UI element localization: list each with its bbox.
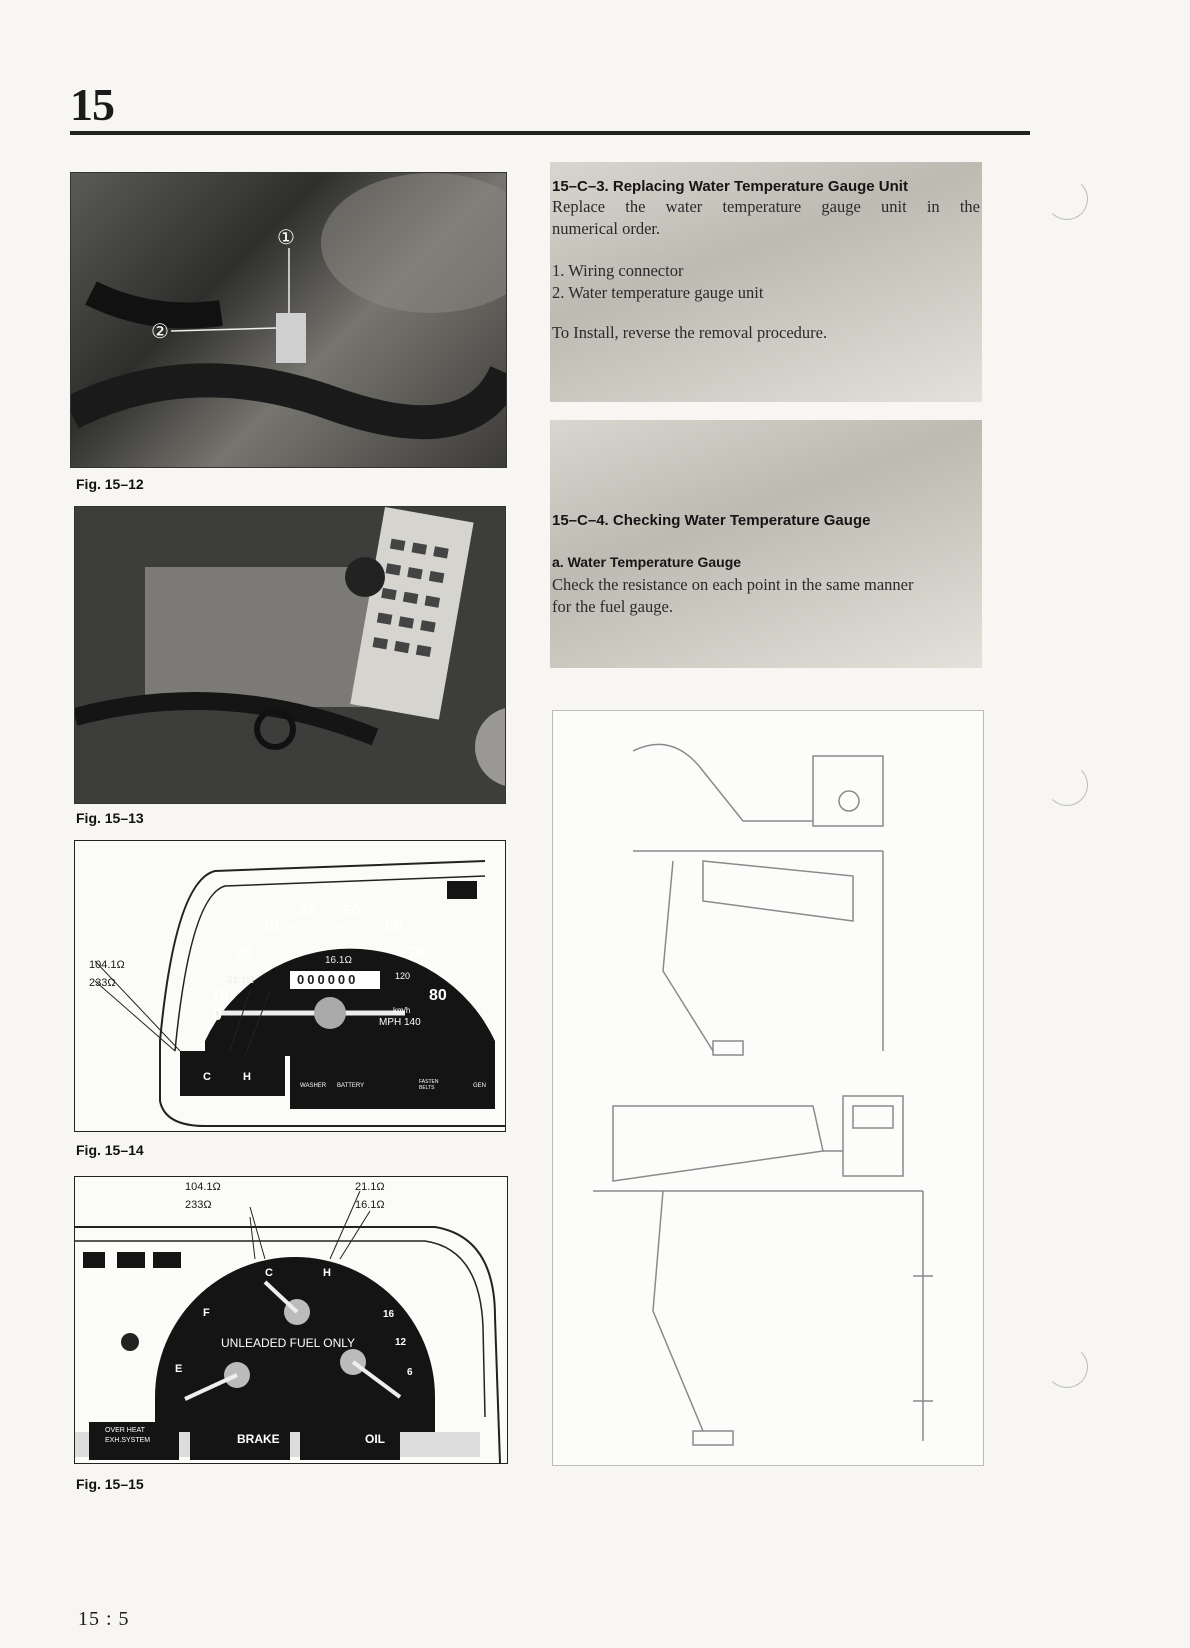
resistance-104-label: 104.1Ω [89,959,125,971]
fig-15-14-instrument [74,840,506,1132]
unit-kmh: km/h [393,1006,411,1015]
section-c4-background [550,420,982,668]
section-c4-heading: 15–C–4. Checking Water Temperature Gauge [552,512,871,529]
kmh-80: 80 [337,923,348,933]
warn-battery: BATTERY [337,1083,365,1089]
odometer: 000000 [297,972,359,987]
resistance-21-label: 21.1Ω [227,975,254,986]
section-c4-subheading: a. Water Temperature Gauge [552,554,742,570]
temp-hot-label: H [323,1267,331,1279]
section-c3-step-1: 1. Wiring connector [552,261,684,280]
tach-6: 6 [407,1367,413,1378]
tach-12: 12 [395,1337,407,1348]
fig-15-14-caption: Fig. 15–14 [76,1142,144,1158]
warn-washer: WASHER [300,1083,327,1089]
fig-15-13-caption: Fig. 15–13 [76,810,144,826]
speed-40: 40 [299,903,317,920]
section-c3-intro-line1: Replace the water temperature gauge unit in the [552,197,980,216]
speed-70: 70 [407,945,425,962]
resistance-104-label: 104.1Ω [185,1181,221,1193]
section-c4-text-line2: for the fuel gauge. [552,597,673,616]
resistance-233-label: 233Ω [89,977,116,989]
unit-mph: MPH 140 [379,1017,421,1028]
temp-cold-label: C [203,1071,211,1083]
header-rule [70,131,1030,135]
fuel-notice: UNLEADED FUEL ONLY [221,1336,356,1350]
fig-15-12-caption: Fig. 15–12 [76,476,144,492]
speed-80: 80 [429,987,447,1004]
warn-belts: FASTEN BELTS [419,1079,439,1091]
resistance-16-label: 16.1Ω [325,955,352,966]
temp-hot-label: H [243,1071,251,1083]
fig-15-15-caption: Fig. 15–15 [76,1476,144,1492]
kmh-0: 0 [213,1007,222,1024]
fuel-empty-label: E [175,1363,183,1375]
section-c3-intro-line2: numerical order. [552,219,661,238]
tach-16: 16 [383,1309,395,1320]
speed-50: 50 [343,903,361,920]
section-c3-install-note: To Install, reverse the removal procedure. [552,323,828,342]
page-number: 15 : 5 [78,1608,130,1630]
binder-hole-mark [1046,178,1088,220]
cluster-drawing [75,1177,507,1463]
binder-hole-mark [1046,764,1088,806]
fig-15-15-instrument [74,1176,508,1464]
warn-gen: GEN [473,1083,487,1089]
kmh-120: 120 [395,971,411,981]
sender-unit-illustration [553,711,983,1465]
callout-2: ② [151,321,169,343]
sender-unit-drawing [552,710,984,1466]
section-c3-heading: 15–C–3. Replacing Water Temperature Gauge Unit [552,178,908,195]
speed-10: 10 [211,987,229,1004]
fuel-full-label: F [203,1307,210,1319]
callout-1: ① [277,227,295,249]
resistance-233-label: 233Ω [185,1199,212,1211]
fig-15-13-photo [74,506,506,804]
kmh-60: 60 [287,923,298,933]
kmh-100: 100 [379,941,395,951]
speed-30: 30 [261,917,279,934]
warn-brake: BRAKE [237,1432,280,1446]
binder-hole-mark [1046,1346,1088,1388]
resistance-21-label: 21.1Ω [355,1181,385,1193]
fig-15-12-photo [70,172,507,468]
tester-illustration [75,507,505,803]
speed-20: 20 [235,945,253,962]
kmh-40: 40 [255,953,266,963]
chapter-number: 15 [70,79,114,130]
warn-exh-system: EXH.SYSTEM [105,1437,151,1444]
warn-oil: OIL [365,1432,385,1446]
engine-bay-illustration [71,173,506,467]
temp-cold-label: C [265,1267,273,1279]
resistance-16-label: 16.1Ω [355,1199,385,1211]
section-c3-step-2: 2. Water temperature gauge unit [552,283,764,302]
speed-60: 60 [385,917,403,934]
warn-overheat: OVER HEAT [105,1427,145,1434]
section-c4-text-line1: Check the resistance on each point in the same manner [552,575,914,594]
